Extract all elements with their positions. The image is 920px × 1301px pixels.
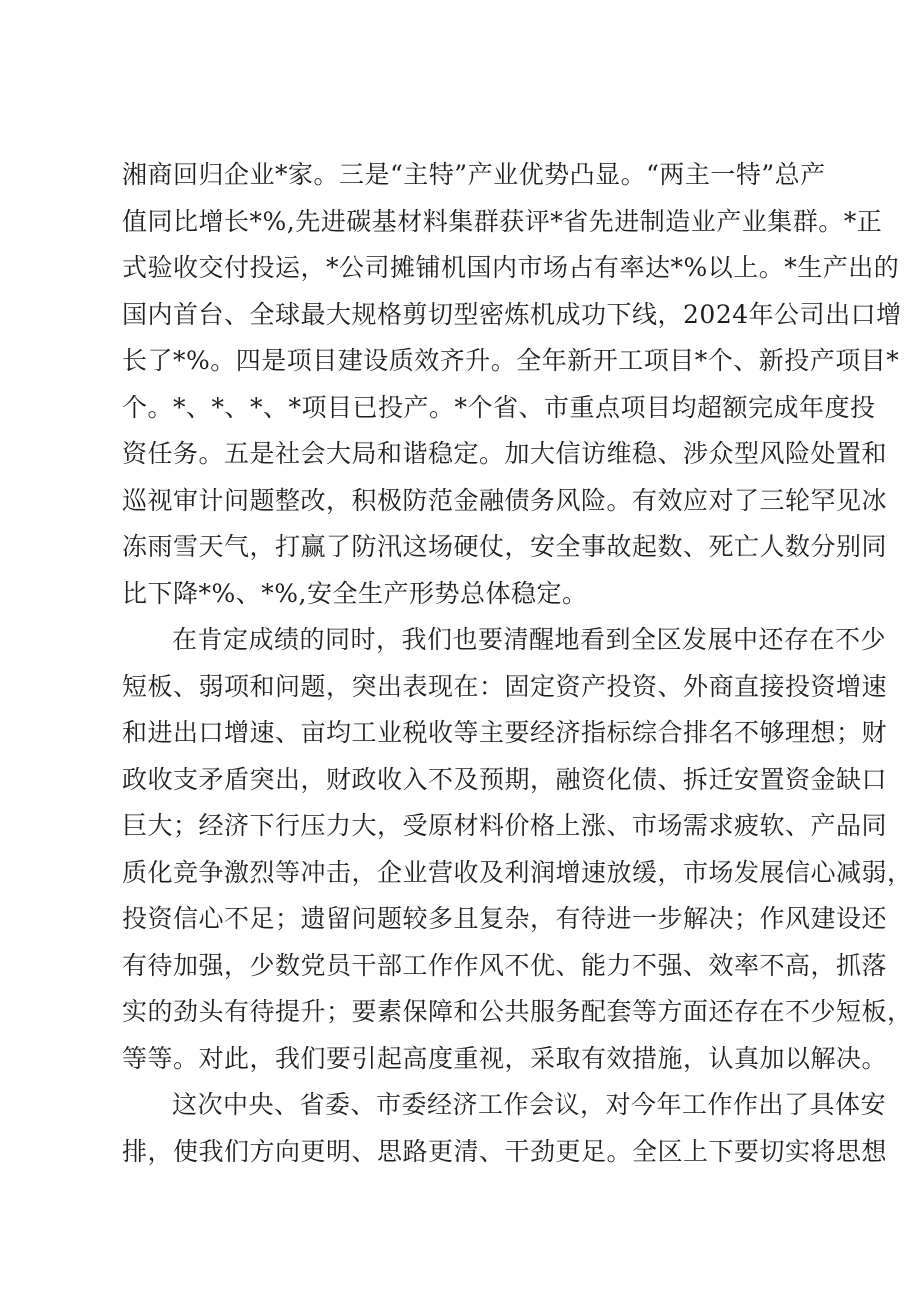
text-line: 巨大；经济下行压力大，受原材料价格上涨、市场需求疲软、产品同 <box>122 811 888 840</box>
text-line: 短板、弱项和问题，突出表现在：固定资产投资、外商直接投资增速 <box>122 671 888 701</box>
text-line: 质化竞争激烈等冲击，企业营收及利润增速放缓，市场发展信心减弱， <box>122 857 913 887</box>
text-line: 值同比增长*%,先进碳基材料集群获评*省先进制造业产业集群。*正 <box>122 206 883 236</box>
text-line: 长了*%。四是项目建设质效齐升。全年新开工项目*个、新投产项目* <box>122 346 900 375</box>
text-line: 排，使我们方向更明、思路更清、干劲更足。全区上下要切实将思想 <box>122 1136 888 1166</box>
paragraph-conference <box>122 1082 888 1175</box>
text-line: 实的劲头有待提升；要素保障和公共服务配套等方面还存在不少短板， <box>122 997 913 1026</box>
text-line: 政收支矛盾突出，财政收入不及预期，融资化债、拆迁安置资金缺口 <box>122 764 888 794</box>
text-line: 投资信心不足；遗留问题较多且复杂，有待进一步解决；作风建设还 <box>122 904 888 933</box>
text-line: 式验收交付投运，*公司摊铺机国内市场占有率达*%以上。*生产出的 <box>122 253 900 282</box>
text-line: 有待加强，少数党员干部工作作风不优、能力不强、效率不高，抓落 <box>122 950 888 980</box>
text-line: 等等。对此，我们要引起高度重视，采取有效措施，认真加以解决。 <box>122 1043 888 1073</box>
text-line: 国内首台、全球最大规格剪切型密炼机成功下线，2024年公司出口增 <box>122 299 902 329</box>
text-line: 巡视审计问题整改，积极防范金融债务风险。有效应对了三轮罕见冰 <box>122 485 888 515</box>
text-line: 在肯定成绩的同时，我们也要清醒地看到全区发展中还存在不少 <box>172 625 887 654</box>
text-line: 资任务。五是社会大局和谐稳定。加大信访维稳、涉众型风险处置和 <box>122 439 888 468</box>
text-line: 冻雨雪天气，打赢了防汛这场硬仗，安全事故起数、死亡人数分别同 <box>122 532 888 561</box>
text-line: 和进出口增速、亩均工业税收等主要经济指标综合排名不够理想；财 <box>122 718 888 747</box>
document-body <box>122 152 913 1175</box>
text-line: 这次中央、省委、市委经济工作会议，对今年工作作出了具体安 <box>172 1090 887 1119</box>
text-line: 湘商回归企业*家。三是“主特”产业优势凸显。“两主一特”总产 <box>122 160 826 189</box>
text-line: 个。*、*、*、*项目已投产。*个省、市重点项目均超额完成年度投 <box>122 392 876 422</box>
paragraph-problems <box>122 617 913 1082</box>
text-line: 比下降*%、*%,安全生产形势总体稳定。 <box>122 578 588 608</box>
paragraph-achievements <box>122 152 902 617</box>
